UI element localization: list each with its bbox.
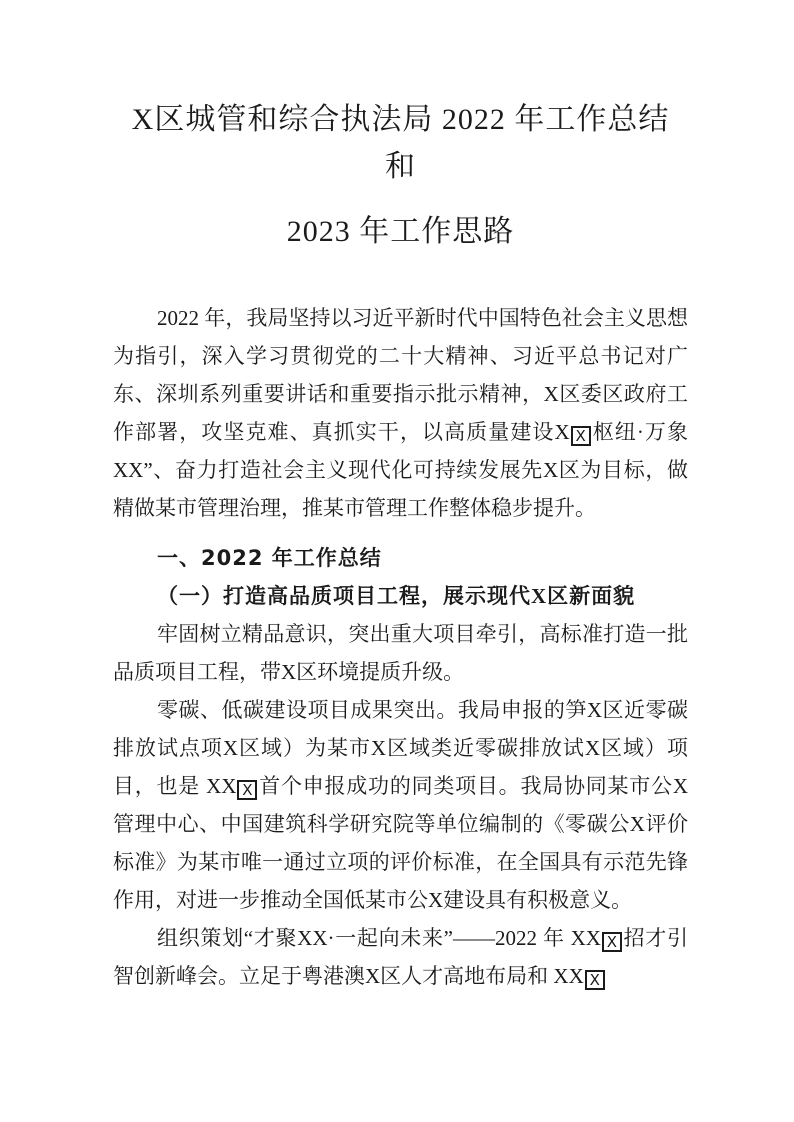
boxed-x-glyph: X [571, 426, 591, 446]
body-paragraph: 组织策划“才聚XX·一起向未来”——2022 年 XX X 招才引智创新峰会。立足于粤港澳X区人才高地布局和 XX X [113, 926, 689, 989]
body-paragraph: 零碳、低碳建设项目成果突出。我局申报的笋X区近零碳排放试点项X区域）为某市X区域类近零碳排放试X区域）项目，也是 XX X 首个申报成功的同类项目。我局协同某市公X管理中心、中国建筑科学研究院等单位编制的《零碳公X评价标准》为某市唯一通过立项的评价标准，在全国具有示范先锋作用，对进一步推动全国低某市公X建设具有积极意义。 [113, 698, 688, 912]
doc-title-line-3: 2023 年工作思路 [286, 215, 515, 248]
document-title [113, 96, 688, 255]
section-heading: 一、2022 年工作总结 [157, 546, 382, 570]
boxed-x-glyph: X [602, 932, 622, 952]
body-paragraph: 2022 年，我局坚持以习近平新时代中国特色社会主义思想为指引，深入学习贯彻党的二十大精神、习近平总书记对广东、深圳系列重要讲话和重要指示批示精神，X区委区政府工作部署，攻坚克难、真抓实干，以高质量建设X X 枢纽·万象 XX”、奋力打造社会主义现代化可持续发展先X区为目标，做精做某市管理治理，推某市管理工作整体稳步提升。 [113, 306, 688, 520]
subsection-heading: （一）打造高品质项目工程，展示现代X区新面貌 [157, 584, 636, 608]
boxed-x-glyph: X [585, 970, 605, 990]
body-paragraph: 牢固树立精品意识，突出重大项目牵引，高标准打造一批品质项目工程，带X区环境提质升级。 [113, 622, 688, 684]
doc-title-line-2: 和 [385, 150, 416, 183]
doc-title-line-1: X区城管和综合执法局 2022 年工作总结 [131, 103, 670, 136]
document-body [113, 299, 688, 995]
boxed-x-glyph: X [237, 780, 257, 800]
